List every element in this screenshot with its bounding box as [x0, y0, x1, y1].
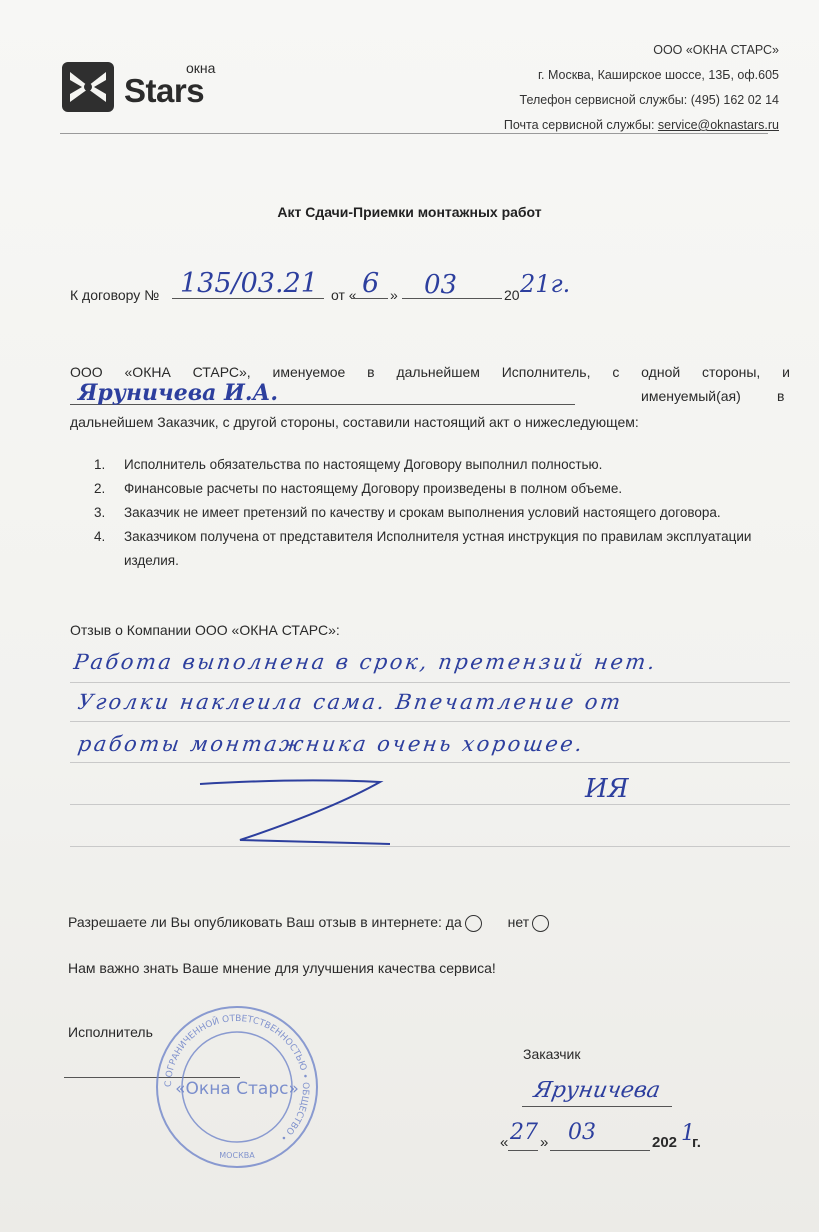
review-line — [70, 762, 790, 763]
date-day-underline — [508, 1150, 538, 1151]
executor-label: Исполнитель — [68, 1024, 153, 1040]
date-year-hand: 1 — [681, 1121, 695, 1146]
list-item — [94, 453, 794, 477]
document-title: Акт Сдачи-Приемки монтажных работ — [277, 204, 542, 220]
review-line — [70, 846, 790, 847]
named-in: в — [777, 388, 785, 404]
date-month: 03 — [568, 1120, 596, 1145]
review-signature: ИЯ — [585, 774, 629, 804]
date-day: 27 — [510, 1120, 538, 1145]
customer-label: Заказчик — [523, 1046, 581, 1062]
date-month-underline — [550, 1150, 650, 1151]
item-number: 1. — [94, 457, 106, 472]
review-line — [70, 804, 790, 805]
item-text: Финансовые расчеты по настоящему Договору произведены в полном объеме. — [124, 481, 623, 496]
review-text-line3: работы монтажника очень хорошее. — [76, 732, 587, 756]
stamp-center-text: «Окна Старс» — [175, 1079, 299, 1099]
item-number: 4. — [94, 529, 106, 544]
company-stamp-icon — [152, 1002, 322, 1172]
contract-label: К договору № — [70, 287, 160, 303]
review-line — [70, 721, 790, 722]
act-items-list — [94, 453, 794, 573]
company-email-line — [504, 113, 779, 138]
contract-year-hand: 21г. — [520, 270, 571, 298]
importance-note: Нам важно знать Ваше мнение для улучшения качества сервиса! — [68, 960, 496, 976]
named-label: именуемый(ая) — [641, 388, 741, 404]
list-item — [94, 501, 794, 525]
parties-line3: дальнейшем Заказчик, с другой стороны, составили настоящий акт о нижеследующем: — [70, 414, 639, 430]
email-label: Почта сервисной службы: — [503, 118, 658, 132]
logo-subtitle: окна — [186, 60, 216, 76]
review-label: Отзыв о Компании ООО «ОКНА СТАРС»: — [70, 622, 340, 638]
contract-year-prefix: 20 — [504, 287, 520, 303]
customer-name: Яруничева И.А. — [78, 380, 279, 406]
parties-intro: ООО «ОКНА СТАРС», именуемое в дальнейшем Исполнитель, с одной стороны, и — [70, 364, 790, 380]
stamp-city-text: МОСКВА — [219, 1151, 255, 1160]
item-text: Исполнитель обязательства по настоящему Договору выполнил полностью. — [124, 457, 603, 472]
email-link[interactable]: service@oknastars.ru — [657, 118, 779, 132]
date-open-quote: « — [500, 1134, 509, 1151]
list-item — [94, 525, 794, 573]
strike-z-mark — [180, 770, 410, 850]
contract-number: 135/03.21 — [180, 268, 318, 299]
review-text-line2: Уголки наклеила сама. Впечатление от — [76, 690, 625, 714]
company-address: г. Москва, Каширское шоссе, 13Б, оф.605 — [537, 68, 779, 82]
item-number: 3. — [94, 505, 106, 520]
publish-question-text: Разрешаете ли Вы опубликовать Ваш отзыв в интернете: да — [68, 914, 462, 930]
company-name: ООО «ОКНА СТАРС» — [653, 43, 779, 57]
header-divider — [60, 133, 768, 134]
review-text-line1: Работа выполнена в срок, претензий нет. — [72, 650, 659, 674]
contract-from-label: от « — [331, 287, 357, 303]
publish-no-radio[interactable] — [532, 915, 549, 932]
customer-signature: Яруничева — [531, 1078, 663, 1103]
date-close-quote: » — [540, 1134, 549, 1151]
contract-day: 6 — [362, 268, 380, 299]
logo-title: Stars — [124, 72, 205, 109]
publish-no-label: нет — [507, 914, 530, 930]
item-number: 2. — [94, 481, 106, 496]
publish-yes-radio[interactable] — [465, 915, 482, 932]
company-phone: Телефон сервисной службы: (495) 162 02 14 — [519, 93, 779, 107]
item-text: Заказчик не имеет претензий по качеству и срокам выполнения условий настоящего договора. — [124, 505, 721, 520]
list-item — [94, 477, 794, 501]
publish-question — [68, 914, 549, 932]
contract-month: 03 — [424, 270, 458, 300]
contract-close-quote: » — [390, 287, 398, 303]
stamp-ring-text: С ОГРАНИЧЕННОЙ ОТВЕТСТВЕННОСТЬЮ • ОБЩЕСТВО • — [163, 1013, 311, 1143]
company-info — [504, 38, 779, 138]
review-line — [70, 682, 790, 683]
date-year-prefix: 202 — [652, 1134, 678, 1151]
item-text: Заказчиком получена от представителя Исполнителя устная инструкция по правилам эксплуатации изделия. — [124, 529, 752, 568]
customer-sign-underline — [522, 1106, 672, 1107]
date-suffix: г. — [692, 1134, 701, 1151]
